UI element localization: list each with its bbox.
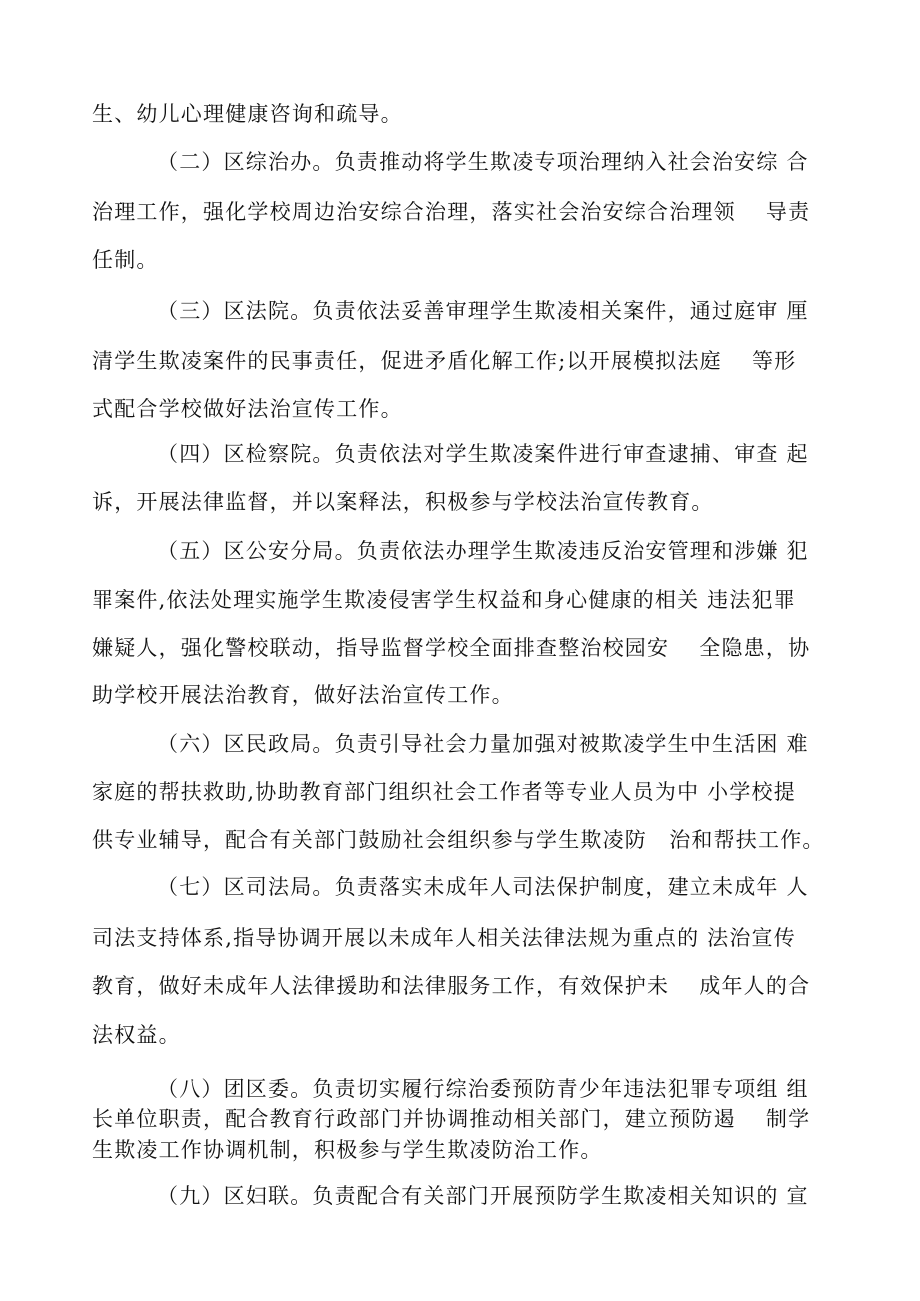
text-line: 任制。: [92, 248, 159, 272]
paragraph-8-line-1: （八）团区委。负责切实履行综治委预防青少年违法犯罪专项组 组: [157, 1077, 809, 1101]
text-line: 家庭的帮扶救助,协助教育部门组织社会工作者等专业人员为中 小学校提: [92, 780, 796, 804]
text-line: 司法支持体系,指导协调开展以未成年人相关法律法规为重点的 法治宣传: [92, 926, 796, 950]
text-line: 供专业辅导，配合有关部门鼓励社会组织参与学生欺凌防 治和帮扶工作。: [92, 828, 825, 852]
text-line: 教育，做好未成年人法律援助和法律服务工作，有效保护未 成年人的合: [92, 974, 811, 998]
paragraph-9-line-1: （九）区妇联。负责配合有关部门开展预防学生欺凌相关知识的 宣: [157, 1184, 809, 1208]
text-line: 法权益。: [92, 1023, 181, 1047]
text-line: 罪案件,依法处理实施学生欺凌侵害学生权益和身心健康的相关 违法犯罪: [92, 588, 796, 612]
text-line: 诉，开展法律监督，并以案释法，积极参与学校法治宣传教育。: [92, 490, 714, 514]
paragraph-4-line-1: （四）区检察院。负责依法对学生欺凌案件进行审查逮捕、审查 起: [157, 442, 809, 466]
paragraph-5-line-1: （五）区公安分局。负责依法办理学生欺凌违反治安管理和涉嫌 犯: [157, 539, 809, 563]
paragraph-7-line-1: （七）区司法局。负责落实未成年人司法保护制度，建立未成年 人: [157, 875, 809, 899]
text-line: 式配合学校做好法治宣传工作。: [92, 397, 403, 421]
text-line: 嫌疑人，强化警校联动，指导监督学校全面排查整治校园安 全隐患，协: [92, 636, 811, 660]
paragraph-6-line-1: （六）区民政局。负责引导社会力量加强对被欺凌学生中生活困 难: [157, 732, 809, 756]
text-line: 助学校开展法治教育，做好法治宣传工作。: [92, 683, 514, 707]
text-line: 生、幼儿心理健康咨询和疏导。: [92, 102, 403, 126]
paragraph-2-line-1: （二）区综治办。负责推动将学生欺凌专项治理纳入社会治安综 合: [157, 150, 809, 174]
text-line: 清学生欺凌案件的民事责任，促进矛盾化解工作;以开展模拟法庭 等形: [92, 349, 797, 373]
text-line: 治理工作，强化学校周边治安综合治理，落实社会治安综合治理领 导责: [92, 200, 811, 224]
text-line: 生欺凌工作协调机制，积极参与学生欺凌防治工作。: [92, 1138, 603, 1162]
paragraph-3-line-1: （三）区法院。负责依法妥善审理学生欺凌相关案件，通过庭审 厘: [157, 299, 809, 323]
text-line: 长单位职责，配合教育行政部门并协调推动相关部门，建立预防遏 制学: [92, 1107, 811, 1131]
